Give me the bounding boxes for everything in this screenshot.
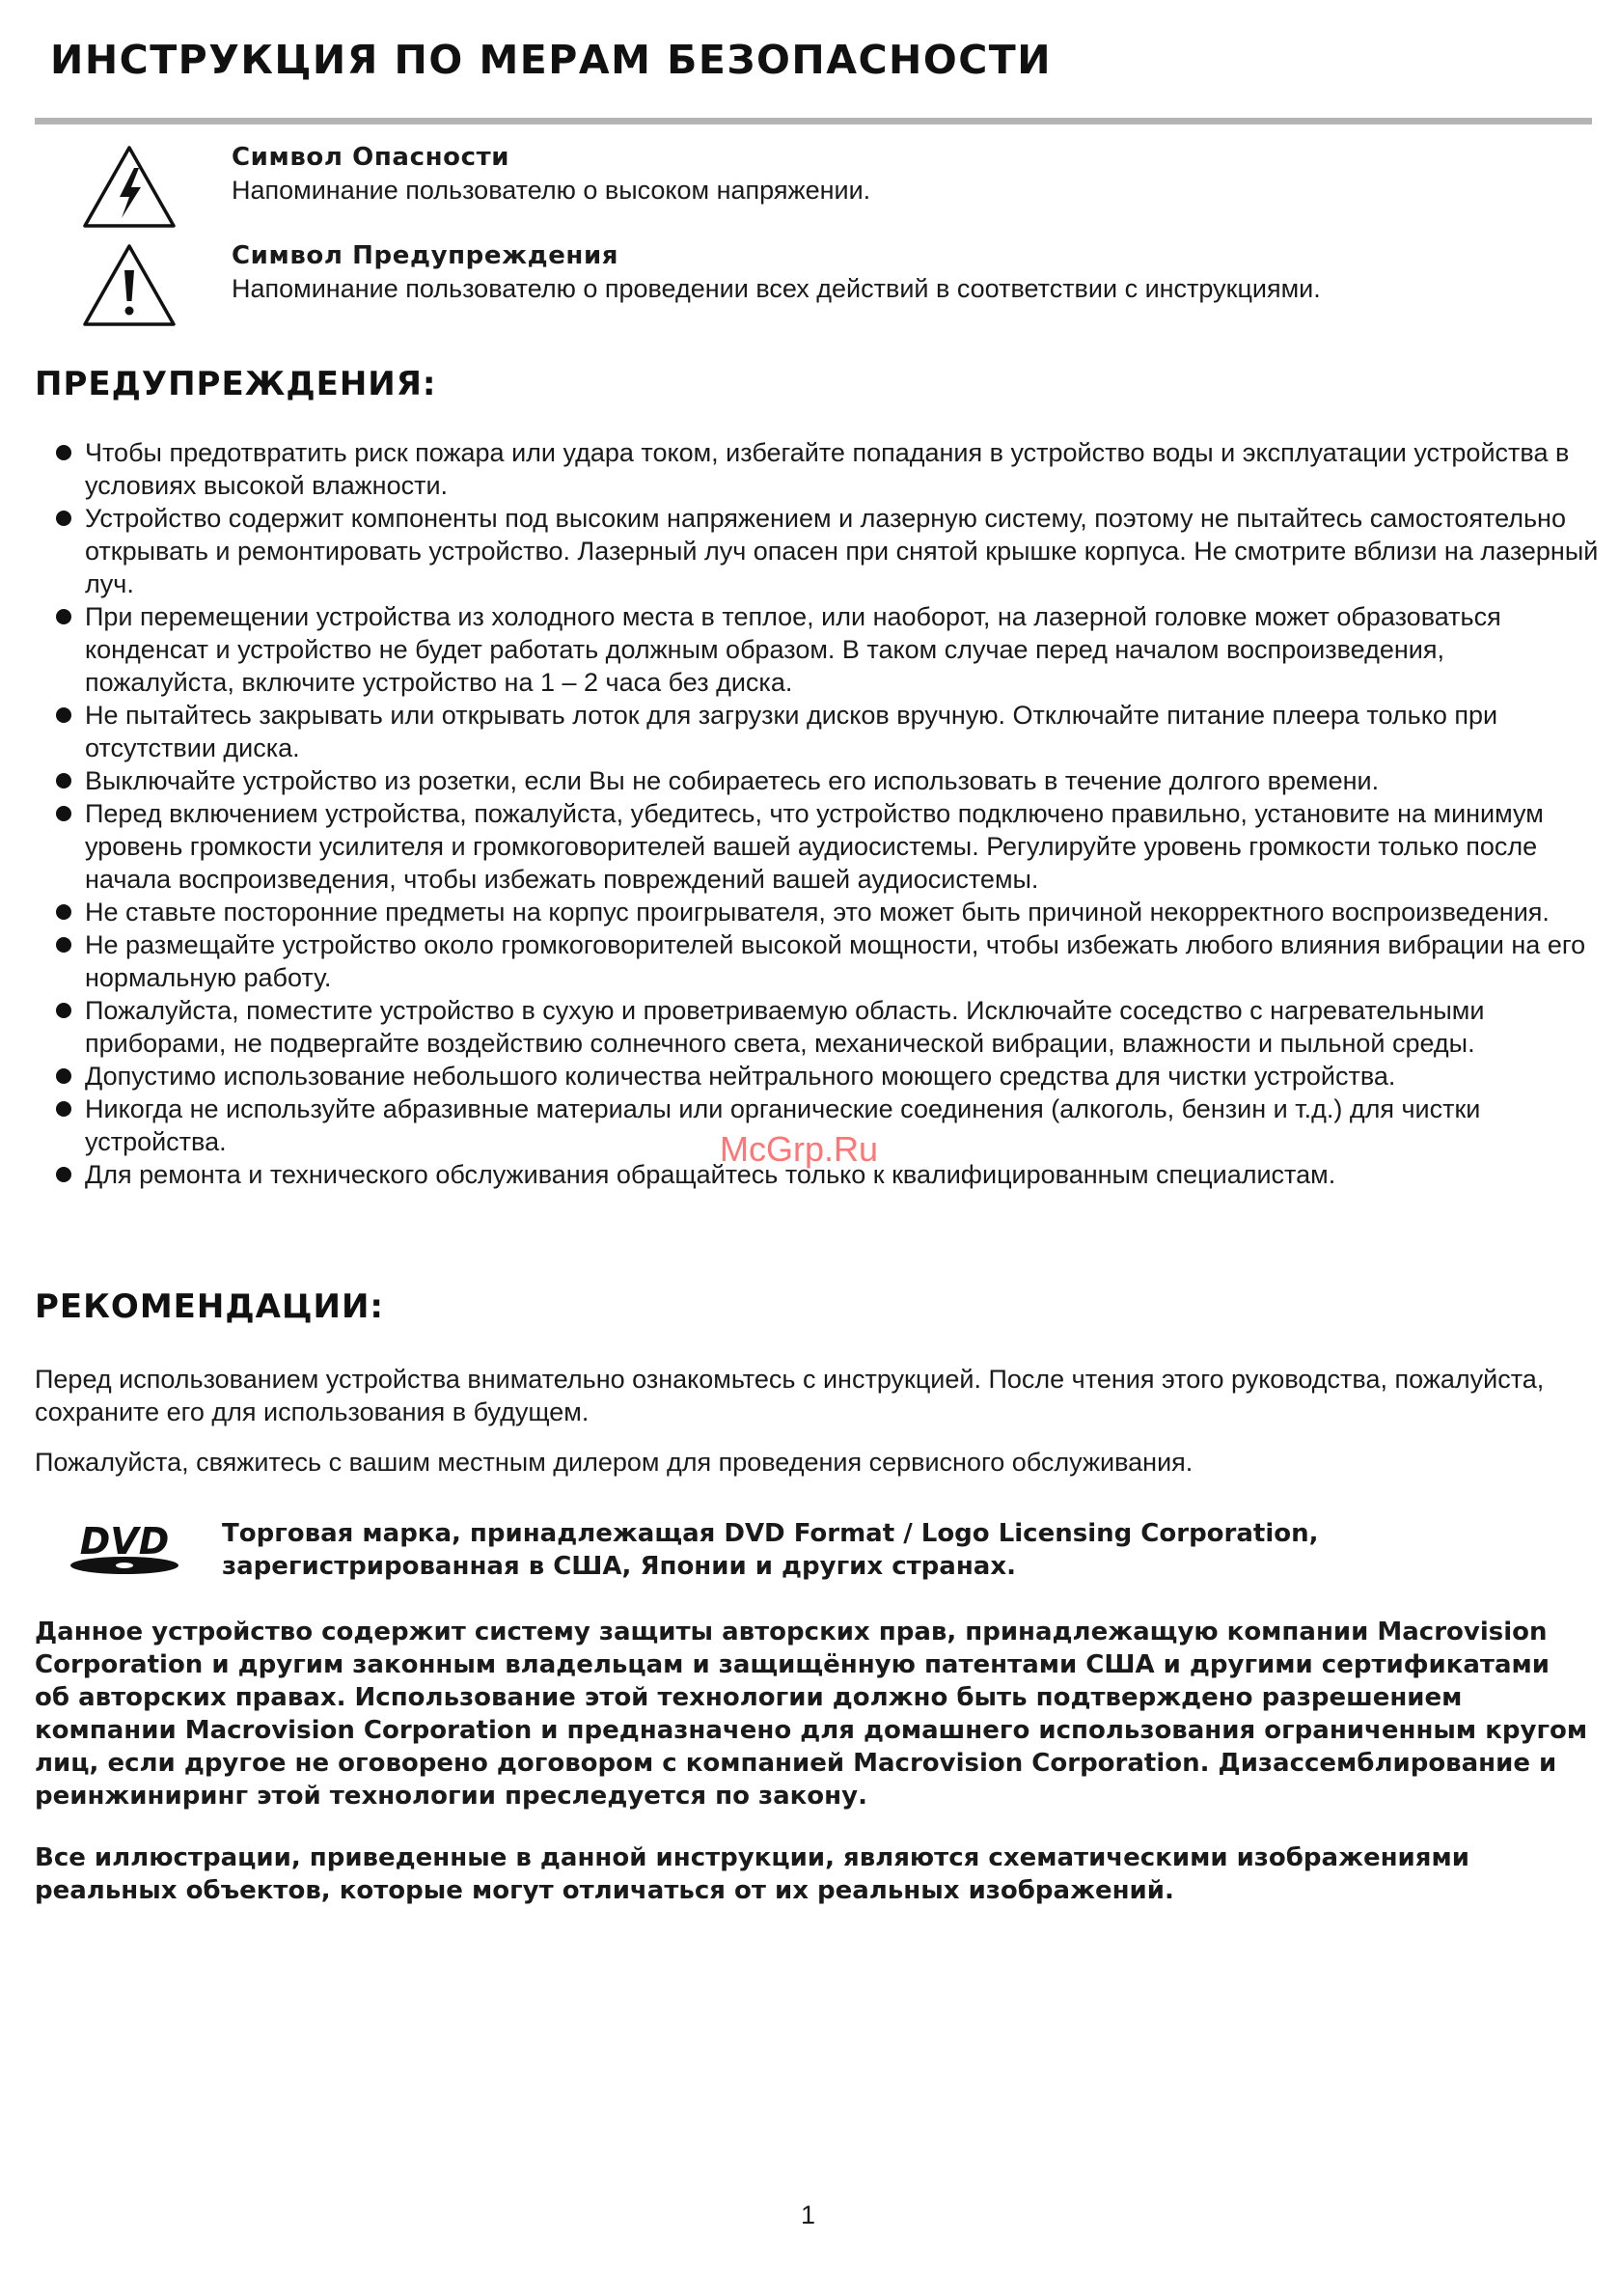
bullet-icon [56, 904, 71, 920]
bullet-icon [56, 511, 71, 526]
danger-symbol-title: Символ Опасности [232, 143, 510, 172]
illustration-notice: Все иллюстрации, приведенные в данной инструкции, являются схематическими изображениями реальных объектов, которые могут отличаться от их реальных изображений. [35, 1843, 1469, 1905]
lightning-triangle-icon [81, 143, 178, 232]
title-divider [35, 118, 1592, 124]
warning-text: Устройство содержит компоненты под высоким напряжением и лазерную систему, поэтому не пытайтесь самостоятельно открывать и ремонтировать устройство. Лазерный луч опасен при снятой крышке корпуса. Не смотрите вблизи на лазерный луч. [85, 504, 1599, 598]
bullet-icon [56, 1068, 71, 1084]
warning-text: Не пытайтесь закрывать или открывать лоток для загрузки дисков вручную. Отключайте питание плеера только при отсутствии диска. [85, 701, 1498, 762]
warning-item [56, 600, 1600, 699]
warnings-heading: ПРЕДУПРЕЖДЕНИЯ: [35, 365, 437, 403]
recommendations-paragraph-2: Пожалуйста, свяжитесь с вашим местным дилером для проведения сервисного обслуживания. [35, 1448, 1194, 1477]
warning-text: Пожалуйста, поместите устройство в сухую и проветриваемую область. Исключайте соседство с нагревательными приборами, не подвергайте воздействию солнечного света, механической вибрации, влажности и пыльной среды. [85, 996, 1485, 1058]
warning-item [56, 1060, 1600, 1093]
bullet-icon [56, 707, 71, 723]
warning-text: Не размещайте устройство около громкоговорителей высокой мощности, чтобы избежать любого влияния вибрации на его нормальную работу. [85, 930, 1586, 992]
warning-symbol-title: Символ Предупреждения [232, 241, 619, 270]
bullet-icon [56, 806, 71, 821]
warning-text: Перед включением устройства, пожалуйста, убедитесь, что устройство подключено правильно, установите на минимум уровень громкости усилителя и громкоговорителей вашей аудиосистемы. Регулируйте уровень громкости только после начала воспроизведения, чтобы избежать повреждений вашей аудиосистемы. [85, 799, 1544, 894]
page-title: ИНСТРУКЦИЯ ПО МЕРАМ БЕЗОПАСНОСТИ [50, 37, 1053, 83]
bullet-icon [56, 445, 71, 460]
dvd-logo-icon [68, 1519, 181, 1577]
warning-text: При перемещении устройства из холодного места в теплое, или наоборот, на лазерной головке может образоваться конденсат и устройство не будет работать должным образом. В таком случае перед началом воспроизведения, пожалуйста, включите устройство на 1 – 2 часа без диска. [85, 602, 1501, 697]
bullet-icon [56, 773, 71, 788]
warning-item [56, 436, 1600, 502]
warning-item [56, 928, 1600, 994]
danger-symbol-description: Напоминание пользователю о высоком напряжении. [232, 176, 871, 205]
recommendations-paragraph-1: Перед использованием устройства внимательно ознакомьтесь с инструкцией. После чтения этого руководства, пожалуйста, сохраните его для использования в будущем. [35, 1365, 1545, 1426]
warning-text: Чтобы предотвратить риск пожара или удара током, избегайте попадания в устройство воды и эксплуатации устройства в условиях высокой влажности. [85, 438, 1570, 500]
recommendations-heading: РЕКОМЕНДАЦИИ: [35, 1287, 384, 1326]
exclamation-triangle-icon [81, 241, 178, 330]
warning-item [56, 764, 1600, 797]
warning-text: Не ставьте посторонние предметы на корпус проигрывателя, это может быть причиной некорректного воспроизведения. [85, 898, 1550, 927]
warning-item [56, 797, 1600, 896]
page-number: 1 [801, 2200, 816, 2229]
copyright-notice: Данное устройство содержит систему защиты авторских прав, принадлежащую компании Macrovision Corporation и другим законным владельцам и защищённую патентами США и другими сертификатами об авторских правах. Использование этой технологии должно быть подтверждено разрешением компании Macrovision Corporation и предназначено для домашнего использования ограниченным кругом лиц, если другое не оговорено договором с компанией Macrovision Corporation. Дизассемблирование и реинжиниринг этой технологии преследуется по закону. [35, 1618, 1588, 1811]
warning-item [56, 699, 1600, 764]
warnings-list [56, 436, 1600, 1191]
warning-text: Никогда не используйте абразивные материалы или органические соединения (алкоголь, бензин и т.д.) для чистки устройства. [85, 1094, 1481, 1156]
bullet-icon [56, 1003, 71, 1018]
warning-text: Допустимо использование небольшого количества нейтрального моющего средства для чистки устройства. [85, 1062, 1396, 1091]
warning-text: Для ремонта и технического обслуживания обращайтесь только к квалифицированным специалистам. [85, 1160, 1336, 1189]
warning-item [56, 502, 1600, 600]
warning-symbol-description: Напоминание пользователю о проведении всех действий в соответствии с инструкциями. [232, 274, 1321, 303]
bullet-icon [56, 1167, 71, 1182]
watermark: McGrp.Ru [720, 1129, 879, 1169]
dvd-logo-text: DVD [79, 1520, 170, 1563]
bullet-icon [56, 937, 71, 953]
warning-item [56, 896, 1600, 928]
bullet-icon [56, 1101, 71, 1117]
warning-item [56, 994, 1600, 1060]
warning-text: Выключайте устройство из розетки, если Вы не собираетесь его использовать в течение долгого времени. [85, 766, 1380, 795]
dvd-trademark-text: Торговая марка, принадлежащая DVD Format / Logo Licensing Corporation, зарегистрированная в США, Японии и других странах. [222, 1519, 1319, 1581]
bullet-icon [56, 609, 71, 624]
